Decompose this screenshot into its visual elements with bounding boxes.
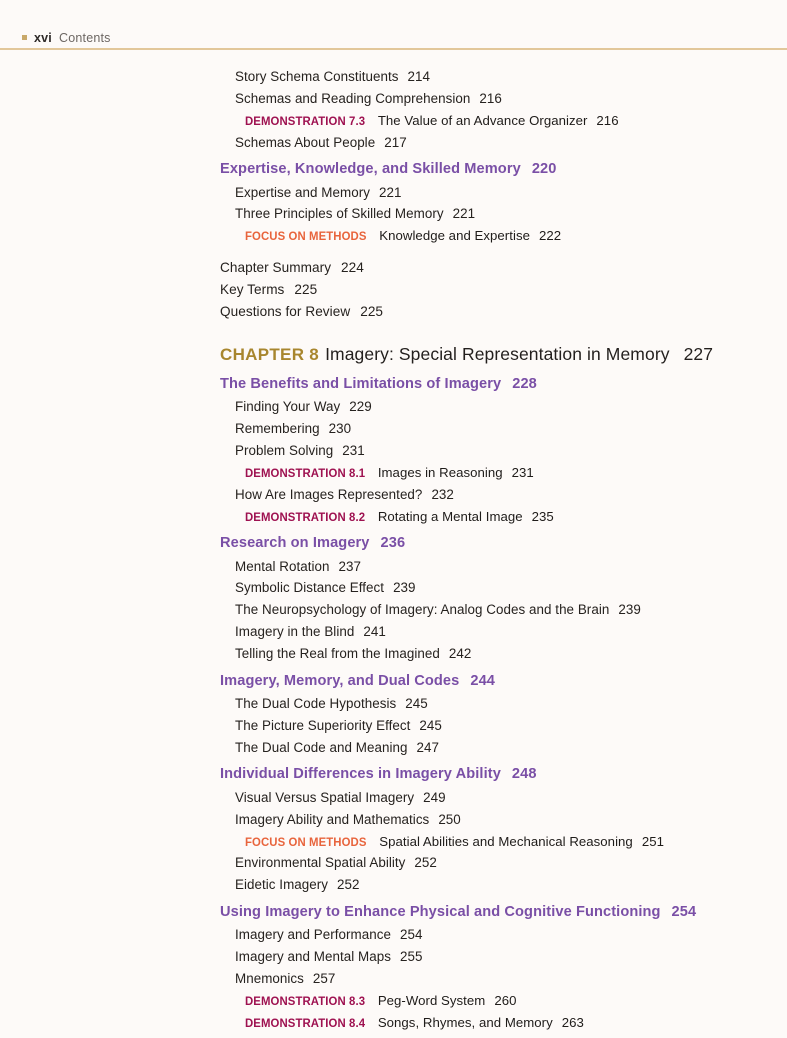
toc-backmatter-entry[interactable] xyxy=(220,261,787,275)
toc-entry[interactable] xyxy=(235,647,787,660)
toc-page-number: 247 xyxy=(416,739,439,755)
toc-page-number: 257 xyxy=(312,971,336,987)
focus-on-methods-label: FOCUS ON METHODS xyxy=(245,229,367,244)
toc-page-number: 252 xyxy=(337,877,360,893)
toc-page-number: 251 xyxy=(641,833,664,849)
toc-entry[interactable] xyxy=(235,697,787,710)
running-head xyxy=(22,31,111,45)
toc-page-number: 260 xyxy=(494,993,517,1009)
toc-entry-title: Expertise and Memory xyxy=(235,184,370,200)
toc-section-heading[interactable] xyxy=(220,162,787,177)
toc-entry-title: Knowledge and Expertise xyxy=(379,228,530,244)
toc-entry[interactable] xyxy=(235,741,787,754)
toc-entry-title: Remembering xyxy=(235,421,320,437)
toc-section-heading[interactable] xyxy=(220,767,787,782)
toc-page-number: 255 xyxy=(399,949,423,965)
toc-backmatter-entry[interactable] xyxy=(220,305,787,319)
toc-page-number: 229 xyxy=(349,399,372,415)
toc-page-number: 225 xyxy=(360,303,384,319)
toc-page-number: 221 xyxy=(452,206,476,222)
toc-entry-title: The Benefits and Limitations of Imagery xyxy=(220,375,502,392)
toc-entry-title: Imagery and Mental Maps xyxy=(235,949,391,965)
toc-entry-title: Using Imagery to Enhance Physical and Cognitive Functioning xyxy=(220,903,661,920)
running-head-label: Contents xyxy=(58,31,111,45)
toc-page-number: 236 xyxy=(380,534,406,551)
toc-page-number: 230 xyxy=(328,421,352,437)
toc-entry-title: Songs, Rhymes, and Memory xyxy=(377,1014,553,1030)
toc-entry-title: Individual Differences in Imagery Ability xyxy=(220,766,501,783)
toc-page-number: 214 xyxy=(407,69,430,84)
toc-page-number: 254 xyxy=(671,903,697,920)
toc-entry[interactable] xyxy=(235,70,787,83)
toc-entry[interactable] xyxy=(235,422,787,435)
toc-demonstration-entry[interactable] xyxy=(245,994,787,1007)
toc-entry-title: The Neuropsychology of Imagery: Analog Codes and the Brain xyxy=(235,602,610,618)
demonstration-label: DEMONSTRATION 8.4 xyxy=(245,1015,366,1030)
toc-page-number: 231 xyxy=(342,443,365,459)
toc-entry-title: Environmental Spatial Ability xyxy=(235,855,406,871)
toc-entry-title: Symbolic Distance Effect xyxy=(235,580,385,596)
toc-entry[interactable] xyxy=(235,444,787,457)
toc-page-number: 220 xyxy=(531,160,557,177)
toc-entry-title: The Dual Code Hypothesis xyxy=(235,696,397,712)
chapter-number-label: CHAPTER 8 xyxy=(220,345,320,365)
toc-section-heading[interactable] xyxy=(220,377,787,392)
toc-page-number: 263 xyxy=(561,1014,584,1030)
toc-section-heading[interactable] xyxy=(220,905,787,920)
toc-demonstration-entry[interactable] xyxy=(245,1016,787,1029)
toc-entry-title: Imagery, Memory, and Dual Codes xyxy=(220,672,460,689)
toc-entry-title: Problem Solving xyxy=(235,443,334,459)
toc-page-number: 232 xyxy=(431,486,454,502)
toc-entry-title: Eidetic Imagery xyxy=(235,877,329,893)
toc-entry-title: Peg-Word System xyxy=(377,993,486,1009)
toc-page-number: 254 xyxy=(399,927,423,943)
toc-chapter-heading[interactable] xyxy=(220,346,787,364)
demonstration-label: DEMONSTRATION 7.3 xyxy=(245,113,366,128)
toc-section-heading[interactable] xyxy=(220,536,787,551)
toc-entry-title: Imagery and Performance xyxy=(235,927,391,943)
toc-entry-title: Telling the Real from the Imagined xyxy=(235,646,440,662)
toc-entry[interactable] xyxy=(235,856,787,869)
toc-entry-title: Mental Rotation xyxy=(235,558,330,574)
toc-entry[interactable] xyxy=(235,719,787,732)
toc-page-number: 231 xyxy=(511,465,534,481)
focus-on-methods-label: FOCUS ON METHODS xyxy=(245,834,367,849)
demonstration-label: DEMONSTRATION 8.1 xyxy=(245,466,366,481)
toc-page-number: 245 xyxy=(405,696,428,712)
toc-page-number: 225 xyxy=(294,281,318,297)
toc-page-number: 245 xyxy=(419,718,442,734)
toc-entry-title: Spatial Abilities and Mechanical Reasoning xyxy=(379,833,633,849)
toc-entry-title: The Value of an Advance Organizer xyxy=(377,112,588,128)
toc-entry[interactable] xyxy=(235,813,787,826)
toc-entry-title: Chapter Summary xyxy=(220,259,332,275)
toc-entry-title: Finding Your Way xyxy=(235,399,341,415)
toc-page-number: 252 xyxy=(414,855,437,871)
toc-backmatter-entry[interactable] xyxy=(220,283,787,297)
page-folio: xvi xyxy=(34,31,52,45)
toc-entry-title: Story Schema Constituents xyxy=(235,69,399,84)
toc-entry[interactable] xyxy=(235,136,787,149)
toc-entry-title: Expertise, Knowledge, and Skilled Memory xyxy=(220,160,521,177)
toc-page-number: 222 xyxy=(538,228,562,244)
toc-entry[interactable] xyxy=(235,791,787,804)
toc-entry-title: Imagery: Special Representation in Memory xyxy=(325,344,670,365)
toc-entry[interactable] xyxy=(235,972,787,985)
toc-page-number: 227 xyxy=(683,344,714,365)
demonstration-label: DEMONSTRATION 8.2 xyxy=(245,509,366,524)
toc-page-number: 244 xyxy=(470,672,496,689)
toc-page-number: 217 xyxy=(384,134,407,150)
toc-entry-title: Images in Reasoning xyxy=(377,465,503,481)
toc-section-heading[interactable] xyxy=(220,674,787,689)
toc-entry[interactable] xyxy=(235,878,787,891)
toc-demonstration-entry[interactable] xyxy=(245,114,787,127)
toc-entry[interactable] xyxy=(235,560,787,573)
toc-focus-entry[interactable] xyxy=(245,835,787,848)
toc-demonstration-entry[interactable] xyxy=(245,466,787,479)
table-of-contents xyxy=(0,70,787,1038)
toc-entry-title: Rotating a Mental Image xyxy=(377,508,523,524)
toc-page-number: 248 xyxy=(511,766,537,783)
toc-page-number: 216 xyxy=(596,112,619,128)
toc-entry-title: The Picture Superiority Effect xyxy=(235,718,411,734)
toc-entry[interactable] xyxy=(235,603,787,616)
toc-page-number: 228 xyxy=(512,375,537,392)
toc-entry-title: The Dual Code and Meaning xyxy=(235,739,408,755)
header-rule xyxy=(0,48,787,50)
toc-page-number: 224 xyxy=(341,259,364,275)
demonstration-label: DEMONSTRATION 8.3 xyxy=(245,994,366,1009)
toc-entry-title: Imagery in the Blind xyxy=(235,624,355,640)
toc-entry-title: Research on Imagery xyxy=(220,534,370,551)
toc-entry-title: Three Principles of Skilled Memory xyxy=(235,206,444,222)
toc-entry-title: How Are Images Represented? xyxy=(235,486,423,502)
toc-entry-title: Schemas and Reading Comprehension xyxy=(235,90,471,106)
square-bullet-icon xyxy=(22,35,27,40)
toc-entry[interactable] xyxy=(235,581,787,594)
toc-entry[interactable] xyxy=(235,488,787,501)
toc-page-number: 221 xyxy=(378,184,402,200)
toc-entry[interactable] xyxy=(235,400,787,413)
toc-page-number: 239 xyxy=(618,602,641,618)
toc-entry-title: Visual Versus Spatial Imagery xyxy=(235,789,415,805)
toc-page-number: 237 xyxy=(338,558,362,574)
toc-page-number: 242 xyxy=(448,646,472,662)
toc-entry[interactable] xyxy=(235,928,787,941)
toc-entry-title: Mnemonics xyxy=(235,971,304,987)
toc-entry[interactable] xyxy=(235,950,787,963)
toc-entry-title: Key Terms xyxy=(220,281,285,297)
toc-entry[interactable] xyxy=(235,207,787,220)
toc-page-number: 250 xyxy=(438,811,461,827)
toc-page-number: 235 xyxy=(531,508,554,524)
toc-page-number: 216 xyxy=(479,90,502,106)
toc-demonstration-entry[interactable] xyxy=(245,510,787,523)
toc-entry[interactable] xyxy=(235,92,787,105)
toc-entry[interactable] xyxy=(235,186,787,199)
toc-page-number: 249 xyxy=(423,789,446,805)
toc-entry-title: Imagery Ability and Mathematics xyxy=(235,811,430,827)
toc-focus-entry[interactable] xyxy=(245,229,787,242)
toc-page-number: 239 xyxy=(393,580,416,596)
toc-page-number: 241 xyxy=(363,624,386,640)
toc-entry-title: Schemas About People xyxy=(235,134,376,150)
toc-entry-title: Questions for Review xyxy=(220,303,351,319)
toc-entry[interactable] xyxy=(235,625,787,638)
